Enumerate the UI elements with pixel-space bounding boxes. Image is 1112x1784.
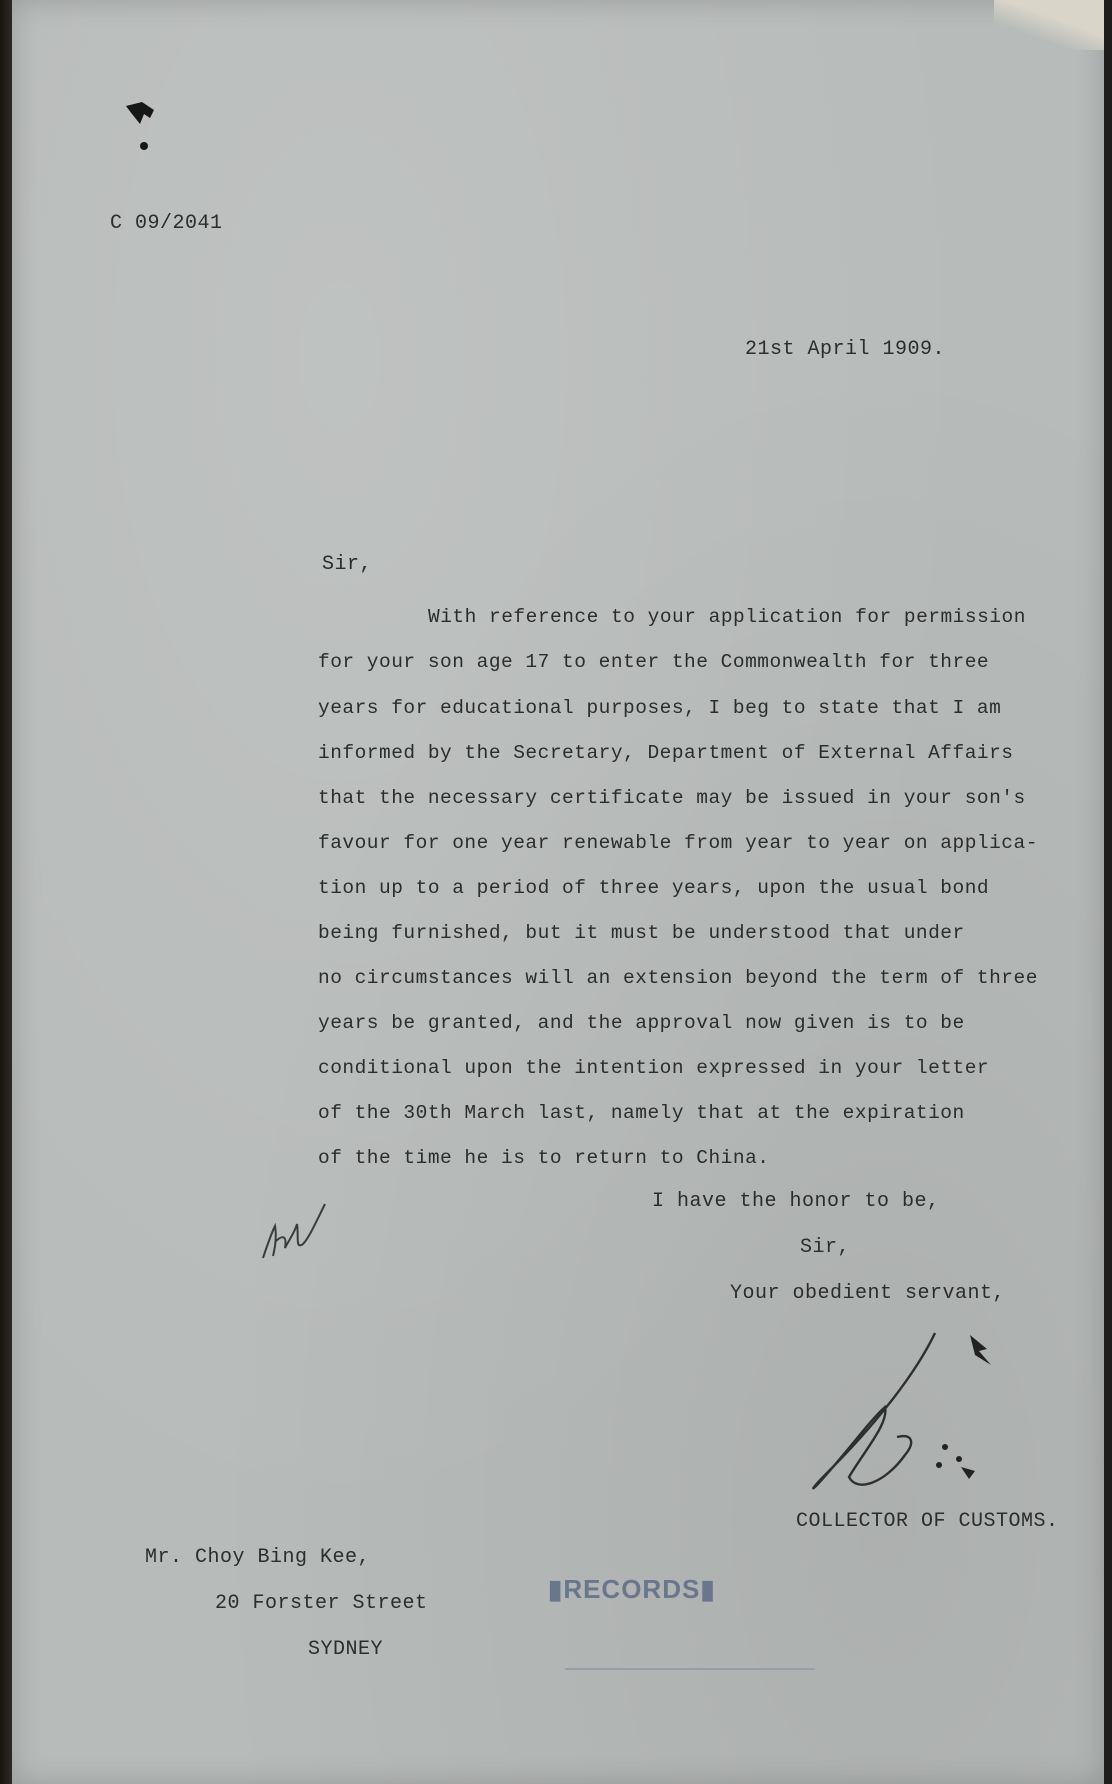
punch-hole-mark (122, 100, 162, 160)
body-line: conditional upon the intention expressed in your letter (318, 1057, 990, 1079)
body-line: of the 30th March last, namely that at the expiration (318, 1102, 965, 1124)
body-line: With reference to your application for permission (428, 606, 1026, 628)
letter-date: 21st April 1909. (745, 338, 946, 361)
closing-sir: Sir, (800, 1236, 851, 1259)
folded-corner (994, 0, 1104, 50)
addressee-name: Mr. Choy Bing Kee, (145, 1546, 371, 1569)
body-line: for your son age 17 to enter the Commonwealth for three (318, 651, 990, 673)
body-line: informed by the Secretary, Department of External Affairs (318, 742, 1014, 764)
body-line: no circumstances will an extension beyond the term of three (318, 967, 1038, 989)
signatory-title: COLLECTOR OF CUSTOMS. (796, 1510, 1059, 1533)
handwritten-initials (255, 1190, 330, 1265)
body-line: years for educational purposes, I beg to state that I am (318, 697, 1002, 719)
stamp-left-bar: ▮ (548, 1574, 564, 1604)
stamp-text: RECORDS (563, 1574, 701, 1604)
signature (765, 1325, 995, 1510)
body-line: that the necessary certificate may be issued in your son's (318, 787, 1026, 809)
records-stamp (548, 1574, 716, 1605)
salutation: Sir, (322, 553, 373, 576)
page-edge (0, 0, 12, 1784)
stamp-underline (565, 1668, 815, 1670)
addressee-street: 20 Forster Street (215, 1592, 428, 1615)
addressee-city: SYDNEY (308, 1638, 384, 1661)
stamp-right-bar: ▮ (700, 1574, 716, 1604)
body-line: years be granted, and the approval now given is to be (318, 1012, 965, 1034)
body-line: being furnished, but it must be understood that under (318, 922, 965, 944)
closing-servant: Your obedient servant, (730, 1282, 1006, 1305)
closing-phrase: I have the honor to be, (652, 1190, 940, 1213)
body-line: favour for one year renewable from year to year on applica- (318, 832, 1038, 854)
body-line: of the time he is to return to China. (318, 1147, 770, 1169)
reference-number: C 09/2041 (110, 212, 223, 235)
body-line: tion up to a period of three years, upon the usual bond (318, 877, 990, 899)
